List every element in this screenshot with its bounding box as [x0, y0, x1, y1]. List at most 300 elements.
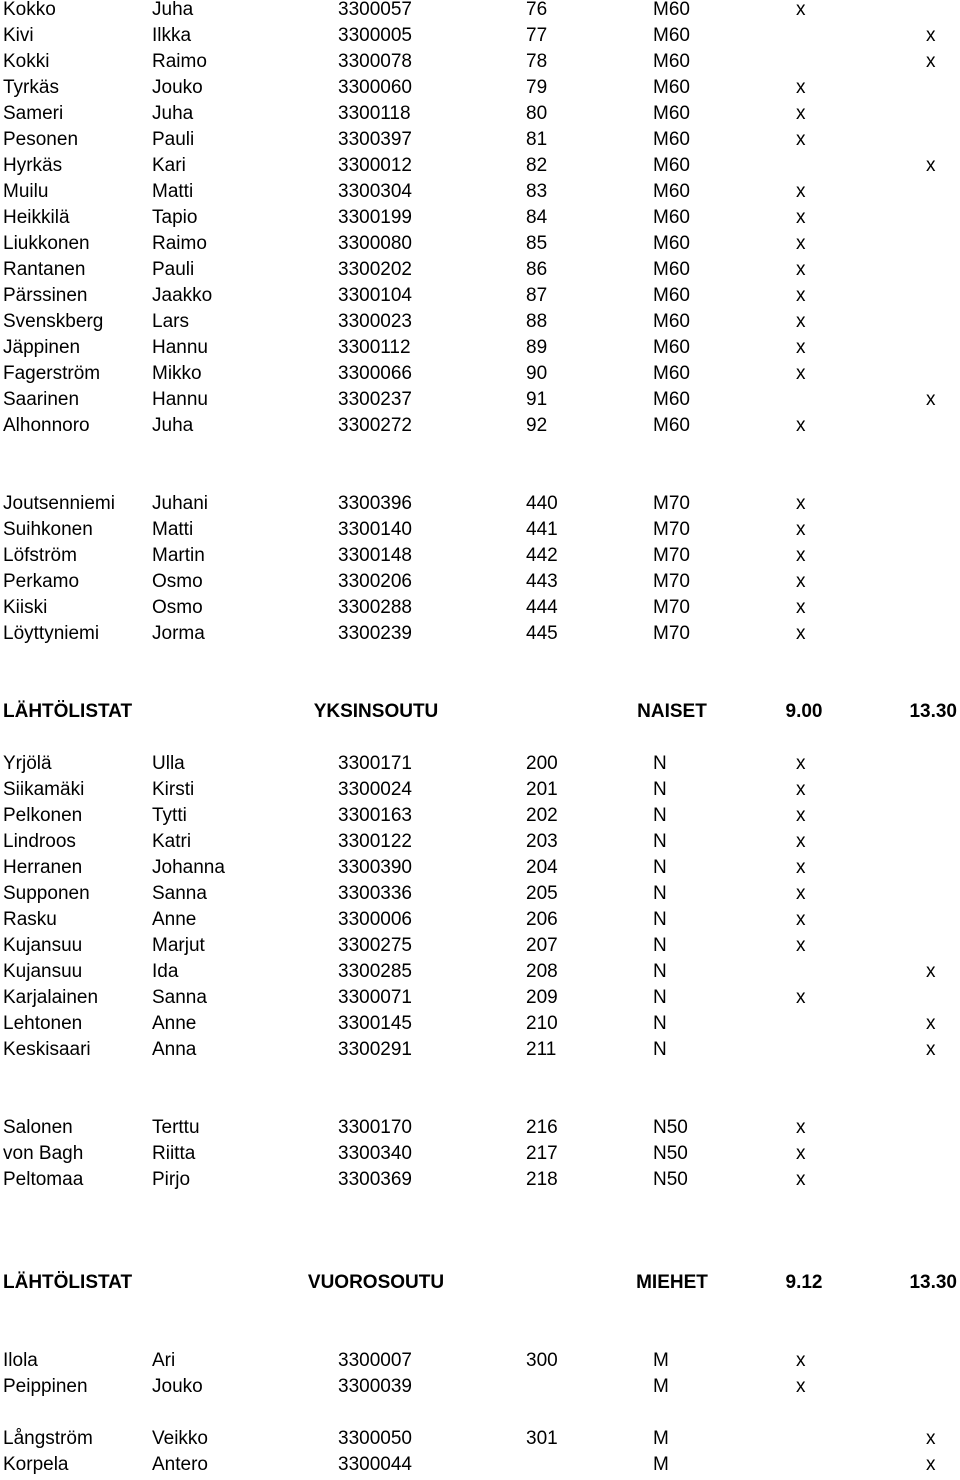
start-number: 201	[526, 779, 558, 800]
start-number: 91	[526, 389, 548, 410]
start-number: 78	[526, 51, 548, 72]
class: M60	[653, 363, 690, 384]
start-number: 204	[526, 857, 558, 878]
start-number: 87	[526, 285, 548, 306]
first-name: Ari	[152, 1350, 176, 1371]
license-id: 3300023	[338, 311, 412, 332]
last-name: Rasku	[3, 909, 57, 930]
first-name: Katri	[152, 831, 192, 852]
class: M	[653, 1454, 669, 1475]
table-row	[0, 935, 960, 961]
last-name: Långström	[3, 1428, 93, 1449]
first-name: Ilkka	[152, 25, 192, 46]
first-name: Jouko	[152, 77, 203, 98]
first-name: Sanna	[152, 987, 207, 1008]
mark-left: x	[796, 1143, 806, 1164]
start-number: 443	[526, 571, 558, 592]
license-id: 3300078	[338, 51, 412, 72]
class: N	[653, 779, 667, 800]
mark-right: x	[926, 155, 936, 176]
last-name: Keskisaari	[3, 1039, 91, 1060]
last-name: von Bagh	[3, 1143, 84, 1164]
mark-left: x	[796, 1376, 806, 1397]
table-row	[0, 1454, 960, 1480]
first-name: Kari	[152, 155, 186, 176]
last-name: Korpela	[3, 1454, 69, 1475]
start-number: 442	[526, 545, 558, 566]
license-id: 3300285	[338, 961, 412, 982]
last-name: Heikkilä	[3, 207, 70, 228]
first-name: Matti	[152, 181, 194, 202]
table-row	[0, 987, 960, 1013]
first-name: Anne	[152, 909, 197, 930]
class: M70	[653, 571, 690, 592]
last-name: Salonen	[3, 1117, 73, 1138]
class: N50	[653, 1143, 688, 1164]
license-id: 3300202	[338, 259, 412, 280]
table-row	[0, 233, 960, 259]
start-time: 9.00	[785, 701, 823, 722]
class: N	[653, 909, 667, 930]
class: M60	[653, 0, 690, 20]
last-name: Pärssinen	[3, 285, 88, 306]
mark-left: x	[796, 181, 806, 202]
class: M	[653, 1350, 669, 1371]
class: N50	[653, 1117, 688, 1138]
class: M60	[653, 389, 690, 410]
class: M60	[653, 337, 690, 358]
mark-left: x	[796, 753, 806, 774]
license-id: 3300237	[338, 389, 412, 410]
table-row	[0, 337, 960, 363]
license-id: 3300080	[338, 233, 412, 254]
section-header	[0, 1272, 960, 1298]
last-name: Hyrkäs	[3, 155, 63, 176]
class: M60	[653, 415, 690, 436]
first-name: Antero	[152, 1454, 208, 1475]
last-name: Karjalainen	[3, 987, 99, 1008]
start-number: 208	[526, 961, 558, 982]
first-name: Pirjo	[152, 1169, 191, 1190]
first-name: Veikko	[152, 1428, 208, 1449]
last-name: Suihkonen	[3, 519, 93, 540]
first-name: Anne	[152, 1013, 197, 1034]
last-name: Kujansuu	[3, 935, 83, 956]
license-id: 3300170	[338, 1117, 412, 1138]
class: N	[653, 1039, 667, 1060]
last-name: Pesonen	[3, 129, 79, 150]
license-id: 3300044	[338, 1454, 412, 1475]
license-id: 3300304	[338, 181, 412, 202]
mark-left: x	[796, 129, 806, 150]
section-header	[0, 701, 960, 727]
license-id: 3300148	[338, 545, 412, 566]
start-number: 77	[526, 25, 548, 46]
mark-left: x	[796, 935, 806, 956]
last-name: Kujansuu	[3, 961, 83, 982]
last-name: Svenskberg	[3, 311, 104, 332]
license-id: 3300291	[338, 1039, 412, 1060]
class: M60	[653, 25, 690, 46]
mark-right: x	[926, 389, 936, 410]
table-row	[0, 519, 960, 545]
first-name: Juha	[152, 415, 194, 436]
race-type: VUOROSOUTU	[307, 1272, 445, 1293]
table-row	[0, 623, 960, 649]
group-label: MIEHET	[636, 1272, 708, 1293]
start-number: 90	[526, 363, 548, 384]
class: M60	[653, 181, 690, 202]
license-id: 3300336	[338, 883, 412, 904]
first-name: Raimo	[152, 51, 207, 72]
mark-left: x	[796, 779, 806, 800]
table-row	[0, 961, 960, 987]
start-number: 218	[526, 1169, 558, 1190]
last-name: Löyttyniemi	[3, 623, 100, 644]
license-id: 3300012	[338, 155, 412, 176]
first-name: Ida	[152, 961, 179, 982]
first-name: Marjut	[152, 935, 205, 956]
mark-left: x	[796, 285, 806, 306]
table-row	[0, 155, 960, 181]
class: M70	[653, 597, 690, 618]
last-name: Lehtonen	[3, 1013, 83, 1034]
class: M70	[653, 519, 690, 540]
table-row	[0, 259, 960, 285]
first-name: Juha	[152, 103, 194, 124]
first-name: Anna	[152, 1039, 197, 1060]
start-number: 209	[526, 987, 558, 1008]
first-name: Osmo	[152, 597, 203, 618]
table-row	[0, 363, 960, 389]
last-name: Kokko	[3, 0, 56, 20]
group-label: NAISET	[637, 701, 707, 722]
mark-left: x	[796, 1350, 806, 1371]
license-id: 3300112	[338, 337, 411, 358]
mark-right: x	[926, 1454, 936, 1475]
license-id: 3300118	[338, 103, 411, 124]
mark-left: x	[796, 987, 806, 1008]
last-name: Kivi	[3, 25, 34, 46]
class: M60	[653, 285, 690, 306]
license-id: 3300057	[338, 0, 412, 20]
table-row	[0, 311, 960, 337]
last-name: Supponen	[3, 883, 90, 904]
table-row	[0, 1350, 960, 1376]
class: M60	[653, 103, 690, 124]
license-id: 3300275	[338, 935, 412, 956]
mark-left: x	[796, 883, 806, 904]
start-number: 444	[526, 597, 558, 618]
license-id: 3300104	[338, 285, 412, 306]
start-number: 216	[526, 1117, 558, 1138]
class: M60	[653, 129, 690, 150]
last-name: Alhonnoro	[3, 415, 90, 436]
class: N	[653, 987, 667, 1008]
class: M60	[653, 77, 690, 98]
first-name: Martin	[152, 545, 205, 566]
mark-left: x	[796, 1169, 806, 1190]
class: M60	[653, 51, 690, 72]
last-name: Herranen	[3, 857, 83, 878]
class: N	[653, 1013, 667, 1034]
mark-left: x	[796, 831, 806, 852]
license-id: 3300288	[338, 597, 412, 618]
first-name: Mikko	[152, 363, 202, 384]
start-number: 81	[526, 129, 548, 150]
class: M60	[653, 233, 690, 254]
class: M60	[653, 207, 690, 228]
last-name: Saarinen	[3, 389, 80, 410]
class: M60	[653, 155, 690, 176]
start-number: 84	[526, 207, 548, 228]
license-id: 3300060	[338, 77, 412, 98]
table-row	[0, 181, 960, 207]
last-name: Lindroos	[3, 831, 76, 852]
class: N	[653, 961, 667, 982]
table-row	[0, 1013, 960, 1039]
license-id: 3300369	[338, 1169, 412, 1190]
first-name: Juhani	[152, 493, 208, 514]
class: M70	[653, 545, 690, 566]
first-name: Ulla	[152, 753, 185, 774]
table-row	[0, 909, 960, 935]
end-time: 13.30	[909, 1272, 957, 1293]
first-name: Jaakko	[152, 285, 213, 306]
race-type: YKSINSOUTU	[313, 701, 439, 722]
start-number: 85	[526, 233, 548, 254]
mark-right: x	[926, 25, 936, 46]
license-id: 3300145	[338, 1013, 412, 1034]
class: M70	[653, 493, 690, 514]
first-name: Tapio	[152, 207, 198, 228]
class: N	[653, 857, 667, 878]
license-id: 3300199	[338, 207, 412, 228]
first-name: Raimo	[152, 233, 207, 254]
start-number: 445	[526, 623, 558, 644]
start-number: 441	[526, 519, 558, 540]
table-row	[0, 545, 960, 571]
license-id: 3300005	[338, 25, 412, 46]
mark-left: x	[796, 805, 806, 826]
table-row	[0, 1169, 960, 1195]
class: N	[653, 805, 667, 826]
table-row	[0, 1376, 960, 1402]
mark-left: x	[796, 623, 806, 644]
mark-right: x	[926, 1039, 936, 1060]
mark-left: x	[796, 103, 806, 124]
mark-left: x	[796, 909, 806, 930]
table-row	[0, 597, 960, 623]
license-id: 3300396	[338, 493, 412, 514]
start-number: 206	[526, 909, 558, 930]
last-name: Pelkonen	[3, 805, 83, 826]
table-row	[0, 51, 960, 77]
first-name: Pauli	[152, 259, 195, 280]
last-name: Joutsenniemi	[3, 493, 115, 514]
first-name: Lars	[152, 311, 189, 332]
table-row	[0, 103, 960, 129]
mark-left: x	[796, 77, 806, 98]
first-name: Jouko	[152, 1376, 203, 1397]
start-number: 301	[526, 1428, 558, 1449]
start-number: 210	[526, 1013, 558, 1034]
list-title: LÄHTÖLISTAT	[3, 701, 133, 722]
start-number: 207	[526, 935, 558, 956]
mark-left: x	[796, 493, 806, 514]
start-number: 92	[526, 415, 548, 436]
last-name: Tyrkäs	[3, 77, 59, 98]
mark-left: x	[796, 233, 806, 254]
license-id: 3300039	[338, 1376, 412, 1397]
start-number: 88	[526, 311, 548, 332]
mark-left: x	[796, 363, 806, 384]
list-title: LÄHTÖLISTAT	[3, 1272, 133, 1293]
start-number: 205	[526, 883, 558, 904]
first-name: Hannu	[152, 337, 208, 358]
table-row	[0, 129, 960, 155]
start-number: 89	[526, 337, 548, 358]
table-row	[0, 857, 960, 883]
mark-right: x	[926, 961, 936, 982]
table-row	[0, 389, 960, 415]
last-name: Yrjölä	[3, 753, 52, 774]
first-name: Riitta	[152, 1143, 196, 1164]
mark-left: x	[796, 207, 806, 228]
license-id: 3300024	[338, 779, 412, 800]
start-number: 202	[526, 805, 558, 826]
mark-left: x	[796, 0, 806, 20]
mark-left: x	[796, 545, 806, 566]
table-row	[0, 77, 960, 103]
mark-right: x	[926, 1013, 936, 1034]
license-id: 3300397	[338, 129, 412, 150]
class: M	[653, 1428, 669, 1449]
last-name: Peippinen	[3, 1376, 88, 1397]
table-row	[0, 1428, 960, 1454]
class: M70	[653, 623, 690, 644]
first-name: Hannu	[152, 389, 208, 410]
license-id: 3300050	[338, 1428, 412, 1449]
start-number: 217	[526, 1143, 558, 1164]
table-row	[0, 207, 960, 233]
mark-left: x	[796, 311, 806, 332]
table-row	[0, 1143, 960, 1169]
start-number: 80	[526, 103, 548, 124]
table-row	[0, 0, 960, 25]
license-id: 3300066	[338, 363, 412, 384]
start-number: 83	[526, 181, 548, 202]
first-name: Kirsti	[152, 779, 195, 800]
table-row	[0, 1117, 960, 1143]
table-row	[0, 1039, 960, 1065]
mark-right: x	[926, 1428, 936, 1449]
start-number: 300	[526, 1350, 558, 1371]
start-number: 79	[526, 77, 548, 98]
last-name: Fagerström	[3, 363, 101, 384]
first-name: Juha	[152, 0, 194, 20]
mark-left: x	[796, 857, 806, 878]
license-id: 3300007	[338, 1350, 412, 1371]
mark-left: x	[796, 259, 806, 280]
last-name: Kokki	[3, 51, 50, 72]
table-row	[0, 805, 960, 831]
class: M60	[653, 259, 690, 280]
start-number: 200	[526, 753, 558, 774]
table-row	[0, 493, 960, 519]
last-name: Ilola	[3, 1350, 38, 1371]
table-row	[0, 415, 960, 441]
mark-left: x	[796, 571, 806, 592]
license-id: 3300122	[338, 831, 412, 852]
class: N	[653, 883, 667, 904]
start-number: 211	[526, 1039, 557, 1060]
last-name: Löfström	[3, 545, 77, 566]
first-name: Tytti	[152, 805, 187, 826]
license-id: 3300272	[338, 415, 412, 436]
last-name: Perkamo	[3, 571, 80, 592]
table-row	[0, 285, 960, 311]
class: M60	[653, 311, 690, 332]
end-time: 13.30	[909, 701, 957, 722]
start-time: 9.12	[785, 1272, 823, 1293]
last-name: Liukkonen	[3, 233, 90, 254]
table-row	[0, 779, 960, 805]
last-name: Peltomaa	[3, 1169, 84, 1190]
license-id: 3300171	[338, 753, 412, 774]
license-id: 3300239	[338, 623, 412, 644]
license-id: 3300006	[338, 909, 412, 930]
license-id: 3300206	[338, 571, 412, 592]
license-id: 3300071	[338, 987, 412, 1008]
last-name: Jäppinen	[3, 337, 81, 358]
first-name: Pauli	[152, 129, 195, 150]
license-id: 3300163	[338, 805, 412, 826]
last-name: Siikamäki	[3, 779, 85, 800]
class: M	[653, 1376, 669, 1397]
start-number: 440	[526, 493, 558, 514]
table-row	[0, 831, 960, 857]
first-name: Johanna	[152, 857, 225, 878]
mark-right: x	[926, 51, 936, 72]
first-name: Matti	[152, 519, 194, 540]
class: N	[653, 831, 667, 852]
first-name: Jorma	[152, 623, 205, 644]
license-id: 3300390	[338, 857, 412, 878]
first-name: Osmo	[152, 571, 203, 592]
license-id: 3300340	[338, 1143, 412, 1164]
table-row	[0, 753, 960, 779]
last-name: Rantanen	[3, 259, 86, 280]
license-id: 3300140	[338, 519, 412, 540]
start-number: 76	[526, 0, 548, 20]
mark-left: x	[796, 1117, 806, 1138]
class: N	[653, 753, 667, 774]
mark-left: x	[796, 415, 806, 436]
last-name: Kiiski	[3, 597, 48, 618]
start-number: 86	[526, 259, 548, 280]
mark-left: x	[796, 597, 806, 618]
table-row	[0, 571, 960, 597]
start-number: 203	[526, 831, 558, 852]
last-name: Muilu	[3, 181, 49, 202]
table-row	[0, 883, 960, 909]
start-number: 82	[526, 155, 548, 176]
mark-left: x	[796, 337, 806, 358]
table-row	[0, 25, 960, 51]
first-name: Sanna	[152, 883, 207, 904]
last-name: Sameri	[3, 103, 64, 124]
